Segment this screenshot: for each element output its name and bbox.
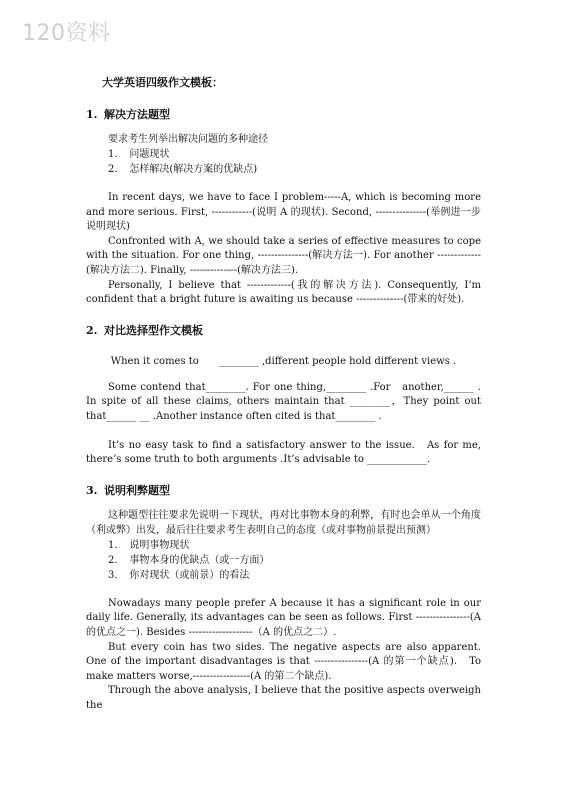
section-intro: 这种题型往往要求先说明一下现状，再对比事物本身的利弊，有时也会单从一个角度（利或弊）出发，最后往往要求考生表明自己的态度（或对事物前景提出预测） [86, 509, 481, 536]
section-heading-2 [86, 322, 481, 338]
list-item: 1． 说明事物现状 [108, 539, 190, 551]
template-lead: When it comes to ________ ,different people hold different views . [110, 355, 457, 367]
template-paragraph: It’s no easy task to find a satisfactory answer to the issue. As for me, there’s some truth to both arguments .It’s advisable to ____________. [86, 439, 481, 466]
section-number: 1. [86, 108, 98, 121]
outline-list [108, 147, 481, 177]
section-number: 3. [86, 483, 98, 497]
section-title: 解决方法题型 [104, 108, 170, 121]
section-title: 说明利弊题型 [104, 483, 170, 497]
template-paragraph: Personally, I believe that -------------(我的解决方法). Consequently, I’m confident that a bright future is awaiting us because --------------(带来的好处). [86, 279, 481, 306]
template-paragraph: Some contend that________. For one thing,________ .For another,______ . In spite of all these claims, others maintain that ________，They point out that______ __ .Another instance often cited is that________ . [86, 381, 481, 422]
list-item: 1． 问题现状 [108, 149, 170, 160]
list-item: 2． 怎样解决(解决方案的优缺点) [108, 164, 258, 175]
template-paragraph: Confronted with A, we should take a series of effective measures to cope with the situation. For one thing, ---------------(解决方法一). For another -------------(解决方法二). Finally, --------------(解决方法三). [86, 235, 481, 276]
template-paragraph: Nowadays many people prefer A because it has a significant role in our daily life. Generally, its advantages can be seen as follows. First ----------------(A 的优点之一). Besides -------------------（A 的优点之二）. [86, 597, 481, 638]
outline-list [108, 538, 481, 583]
document-body [86, 74, 481, 713]
watermark: 120资料 [22, 21, 111, 46]
list-item: 2． 事物本身的优缺点（或一方面） [108, 554, 270, 566]
template-paragraph: In recent days, we have to face I problem-----A, which is becoming more and more serious. First, ------------(说明 A 的现状). Second, ---------------(举例进一步说明现状) [86, 192, 481, 233]
list-item: 3． 你对现状（或前景）的看法 [108, 569, 250, 581]
section-heading-3 [86, 482, 481, 498]
section-number: 2. [86, 323, 98, 337]
template-paragraph: But every coin has two sides. The negative aspects are also apparent. One of the important disadvantages is that ----------------(A 的第一个缺点). To make matters worse,-----------------(A 的第二个缺点). [86, 641, 481, 682]
document-title: 大学英语四级作文模板： [102, 76, 223, 89]
section-intro: 要求考生列举出解决问题的多种途径 [108, 134, 268, 145]
section-heading-1 [86, 106, 481, 122]
section-title: 对比选择型作文模板 [104, 323, 203, 337]
template-paragraph: Through the above analysis, I believe that the positive aspects overweigh the [86, 685, 481, 711]
